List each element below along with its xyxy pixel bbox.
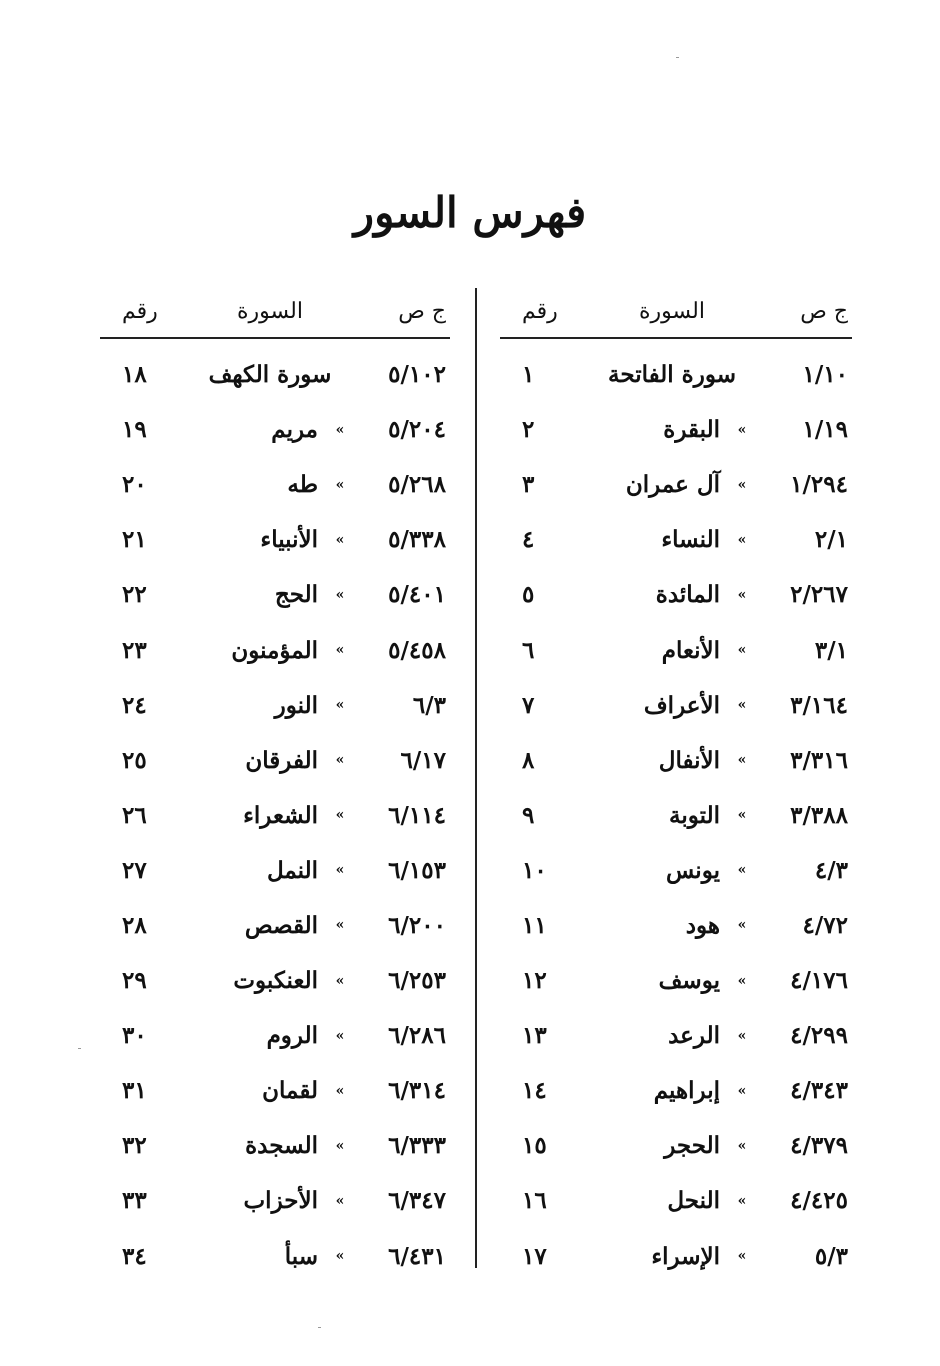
surah-number: ٢ <box>522 416 535 444</box>
ditto-mark: » <box>737 1082 747 1099</box>
index-row <box>100 512 450 567</box>
volume-page-ref-value: ٢/١ <box>814 526 848 554</box>
ditto-mark: » <box>335 421 345 438</box>
volume-page-ref <box>362 526 450 553</box>
ditto-mark: » <box>335 586 345 603</box>
index-row <box>100 1008 450 1063</box>
volume-page-ref <box>362 967 450 994</box>
rows-left <box>100 347 450 1284</box>
surah-number: ٣٣ <box>122 1187 147 1215</box>
index-row <box>100 843 450 898</box>
volume-page-ref <box>362 1077 450 1104</box>
volume-page-ref <box>764 637 852 664</box>
surah-number: ٢٤ <box>122 691 147 719</box>
volume-page-ref <box>362 581 450 608</box>
ditto-mark: » <box>335 917 345 934</box>
surah-number: ٣١ <box>122 1077 147 1105</box>
index-row <box>100 457 450 512</box>
volume-page-ref <box>362 1243 450 1270</box>
surah-number: ٧ <box>522 691 535 719</box>
page-title: فهرس السور <box>353 188 587 237</box>
scan-speck <box>318 1327 321 1328</box>
volume-page-ref-value: ٥/٢٠٤ <box>388 416 446 444</box>
surah-number: ٤ <box>522 526 535 554</box>
index-row <box>100 1063 450 1118</box>
index-row <box>500 457 852 512</box>
surah-name: سورة الكهف <box>208 361 332 389</box>
ditto-mark: » <box>737 586 747 603</box>
surah-number: ٥ <box>522 581 535 609</box>
ditto-mark: » <box>335 1137 345 1154</box>
index-row <box>100 347 450 402</box>
ditto-mark: » <box>737 1248 747 1265</box>
surah-number: ١٧ <box>522 1242 547 1270</box>
scan-speck <box>78 1048 81 1049</box>
ditto-mark: » <box>335 642 345 659</box>
surah-name: النمل <box>266 856 318 884</box>
surah-name: الرعد <box>668 1022 720 1050</box>
volume-page-ref-value: ١/١٠ <box>802 361 848 389</box>
volume-page-ref <box>362 1132 450 1159</box>
surah-name: الشعراء <box>243 801 318 829</box>
surah-number: ٢٩ <box>122 967 147 995</box>
volume-page-ref <box>764 1187 852 1214</box>
ditto-mark: » <box>335 1248 345 1265</box>
index-row <box>500 1118 852 1173</box>
scan-speck <box>676 57 679 58</box>
ditto-mark: » <box>737 531 747 548</box>
volume-page-ref-value: ٥/٤٠١ <box>388 581 446 609</box>
index-row <box>500 678 852 733</box>
volume-page-ref-value: ٢/٢٦٧ <box>790 581 848 609</box>
surah-name: الفرقان <box>245 746 318 774</box>
volume-page-ref-value: ٦/١١٤ <box>388 801 446 829</box>
ditto-mark: » <box>335 476 345 493</box>
surah-name: المائدة <box>655 581 720 609</box>
volume-page-ref-value: ٥/٣٣٨ <box>388 526 446 554</box>
column-divider <box>475 288 477 1268</box>
surah-number: ١٤ <box>522 1077 547 1105</box>
ditto-mark: » <box>737 642 747 659</box>
volume-page-ref-value: ٦/٢٨٦ <box>388 1022 446 1050</box>
surah-name: يونس <box>665 856 720 884</box>
index-row <box>500 1063 852 1118</box>
index-row <box>500 953 852 1008</box>
ditto-mark: » <box>737 862 747 879</box>
volume-page-ref-value: ٣/١ <box>814 636 848 664</box>
volume-page-ref-value: ٥/١٠٢ <box>388 361 446 389</box>
volume-page-ref <box>764 747 852 774</box>
surah-name: سبأ <box>284 1242 318 1270</box>
ditto-mark: » <box>737 421 747 438</box>
index-row <box>500 402 852 457</box>
surah-name: النور <box>274 691 318 719</box>
volume-page-ref-value: ٦/٢٠٠ <box>388 911 446 939</box>
surah-number: ٢٨ <box>122 911 147 939</box>
ditto-mark: » <box>335 1027 345 1044</box>
volume-page-ref <box>764 526 852 553</box>
ditto-mark: » <box>335 752 345 769</box>
volume-page-ref <box>764 1022 852 1049</box>
ditto-mark: » <box>737 1137 747 1154</box>
volume-page-ref <box>362 1022 450 1049</box>
volume-page-ref <box>764 802 852 829</box>
surah-name: هود <box>685 911 720 939</box>
volume-page-ref-value: ٦/٣١٤ <box>388 1077 446 1105</box>
ditto-mark: » <box>737 1027 747 1044</box>
volume-page-ref-value: ٦/٣ <box>412 691 446 719</box>
surah-name: آل عمران <box>625 471 720 499</box>
volume-page-ref-value: ٥/٤٥٨ <box>388 636 446 664</box>
surah-number: ٨ <box>522 746 535 774</box>
volume-page-ref-value: ٣/٣٨٨ <box>790 801 848 829</box>
index-row <box>100 1118 450 1173</box>
index-column-right <box>500 285 852 1284</box>
index-row <box>100 402 450 457</box>
header-surah: السورة <box>639 298 705 324</box>
volume-page-ref-value: ٤/٢٩٩ <box>790 1022 848 1050</box>
surah-number: ٢٧ <box>122 856 147 884</box>
surah-number: ١٣ <box>522 1022 547 1050</box>
surah-number: ٦ <box>522 636 535 664</box>
volume-page-ref-value: ٤/٣٤٣ <box>790 1077 848 1105</box>
ditto-mark: » <box>335 1192 345 1209</box>
ditto-mark: » <box>737 476 747 493</box>
surah-name: العنكبوت <box>233 967 318 995</box>
surah-name: الأنبياء <box>260 526 318 554</box>
ditto-mark: » <box>737 917 747 934</box>
surah-name: الأحزاب <box>243 1187 318 1215</box>
ditto-mark: » <box>335 862 345 879</box>
column-header <box>100 285 450 339</box>
index-row <box>100 567 450 622</box>
header-ref: ج ص <box>800 298 848 324</box>
surah-name: الأنفال <box>658 746 720 774</box>
surah-number: ١٨ <box>122 361 147 389</box>
volume-page-ref-value: ٥/٢٦٨ <box>388 471 446 499</box>
volume-page-ref <box>362 361 450 388</box>
index-row <box>500 347 852 402</box>
ditto-mark: » <box>737 1192 747 1209</box>
surah-number: ١٦ <box>522 1187 547 1215</box>
volume-page-ref-value: ٣/٣١٦ <box>790 746 848 774</box>
ditto-mark: » <box>335 531 345 548</box>
volume-page-ref-value: ٤/٣ <box>814 856 848 884</box>
volume-page-ref-value: ٦/٣٤٧ <box>388 1187 446 1215</box>
surah-name: سورة الفاتحة <box>608 361 736 389</box>
surah-name: الحج <box>274 581 318 609</box>
index-row <box>500 512 852 567</box>
header-surah: السورة <box>237 298 303 324</box>
volume-page-ref <box>362 471 450 498</box>
surah-name: مريم <box>271 416 318 444</box>
surah-number: ٩ <box>522 801 535 829</box>
index-row <box>100 678 450 733</box>
ditto-mark: » <box>335 807 345 824</box>
index-row <box>500 622 852 677</box>
volume-page-ref <box>764 581 852 608</box>
volume-page-ref-value: ١/٢٩٤ <box>790 471 848 499</box>
surah-number: ١٥ <box>522 1132 547 1160</box>
index-row <box>100 788 450 843</box>
index-row <box>100 733 450 788</box>
index-row <box>500 1008 852 1063</box>
ditto-mark: » <box>737 697 747 714</box>
volume-page-ref <box>362 416 450 443</box>
ditto-mark: » <box>737 972 747 989</box>
surah-number: ١ <box>522 361 535 389</box>
volume-page-ref <box>764 912 852 939</box>
volume-page-ref <box>764 692 852 719</box>
header-number: رقم <box>522 298 558 324</box>
surah-number: ٢٦ <box>122 801 147 829</box>
ditto-mark: » <box>335 972 345 989</box>
surah-name: النحل <box>667 1187 720 1215</box>
surah-name: السجدة <box>245 1132 318 1160</box>
volume-page-ref <box>362 1187 450 1214</box>
surah-number: ٢٣ <box>122 636 147 664</box>
surah-name: النساء <box>661 526 720 554</box>
volume-page-ref <box>362 857 450 884</box>
index-row <box>500 733 852 788</box>
surah-number: ٢٢ <box>122 581 147 609</box>
surah-number: ١١ <box>522 911 547 939</box>
surah-number: ١٢ <box>522 967 547 995</box>
index-row <box>500 1229 852 1284</box>
index-row <box>500 567 852 622</box>
volume-page-ref <box>362 802 450 829</box>
surah-name: التوبة <box>669 801 720 829</box>
volume-page-ref-value: ٣/١٦٤ <box>790 691 848 719</box>
volume-page-ref <box>764 361 852 388</box>
surah-number: ٢٥ <box>122 746 147 774</box>
surah-name: لقمان <box>262 1077 318 1105</box>
volume-page-ref-value: ٤/١٧٦ <box>790 967 848 995</box>
surah-number: ٣٢ <box>122 1132 147 1160</box>
volume-page-ref-value: ٦/٤٣١ <box>388 1242 446 1270</box>
surah-number: ٣٤ <box>122 1242 147 1270</box>
surah-name: البقرة <box>663 416 720 444</box>
surah-name: الأنعام <box>661 636 720 664</box>
surah-name: الإسراء <box>651 1242 720 1270</box>
index-row <box>100 953 450 1008</box>
ditto-mark: » <box>335 697 345 714</box>
surah-name: الروم <box>266 1022 318 1050</box>
surah-name: طه <box>287 471 318 499</box>
volume-page-ref-value: ٦/١٧ <box>400 746 446 774</box>
volume-page-ref <box>764 857 852 884</box>
volume-page-ref-value: ٤/٤٢٥ <box>790 1187 848 1215</box>
index-row <box>100 898 450 953</box>
index-row <box>500 788 852 843</box>
volume-page-ref-value: ٦/٣٣٣ <box>388 1132 446 1160</box>
volume-page-ref <box>764 1077 852 1104</box>
volume-page-ref <box>362 747 450 774</box>
volume-page-ref <box>362 912 450 939</box>
index-column-left <box>100 285 450 1284</box>
surah-name: الحجر <box>664 1132 720 1160</box>
column-header <box>500 285 852 339</box>
volume-page-ref <box>764 967 852 994</box>
index-row <box>500 898 852 953</box>
volume-page-ref-value: ٦/١٥٣ <box>388 856 446 884</box>
volume-page-ref-value: ١/١٩ <box>802 416 848 444</box>
surah-number: ١٠ <box>522 856 547 884</box>
volume-page-ref <box>764 1243 852 1270</box>
volume-page-ref-value: ٦/٢٥٣ <box>388 967 446 995</box>
surah-name: القصص <box>244 911 318 939</box>
surah-number: ١٩ <box>122 416 147 444</box>
volume-page-ref <box>362 692 450 719</box>
ditto-mark: » <box>737 807 747 824</box>
ditto-mark: » <box>737 752 747 769</box>
volume-page-ref-value: ٤/٧٢ <box>802 911 848 939</box>
volume-page-ref-value: ٤/٣٧٩ <box>790 1132 848 1160</box>
surah-name: المؤمنون <box>231 636 318 664</box>
index-row <box>500 1173 852 1228</box>
volume-page-ref <box>362 637 450 664</box>
rows-right <box>500 347 852 1284</box>
ditto-mark: » <box>335 1082 345 1099</box>
header-ref: ج ص <box>398 298 446 324</box>
index-row <box>500 843 852 898</box>
volume-page-ref <box>764 1132 852 1159</box>
surah-number: ٣٠ <box>122 1022 147 1050</box>
volume-page-ref-value: ٥/٣ <box>814 1242 848 1270</box>
index-row <box>100 1229 450 1284</box>
surah-name: الأعراف <box>643 691 720 719</box>
surah-number: ٣ <box>522 471 535 499</box>
header-number: رقم <box>122 298 158 324</box>
index-row <box>100 622 450 677</box>
volume-page-ref <box>764 471 852 498</box>
volume-page-ref <box>764 416 852 443</box>
index-row <box>100 1173 450 1228</box>
surah-name: يوسف <box>658 967 720 995</box>
surah-number: ٢٠ <box>122 471 147 499</box>
surah-number: ٢١ <box>122 526 147 554</box>
surah-name: إبراهيم <box>653 1077 720 1105</box>
